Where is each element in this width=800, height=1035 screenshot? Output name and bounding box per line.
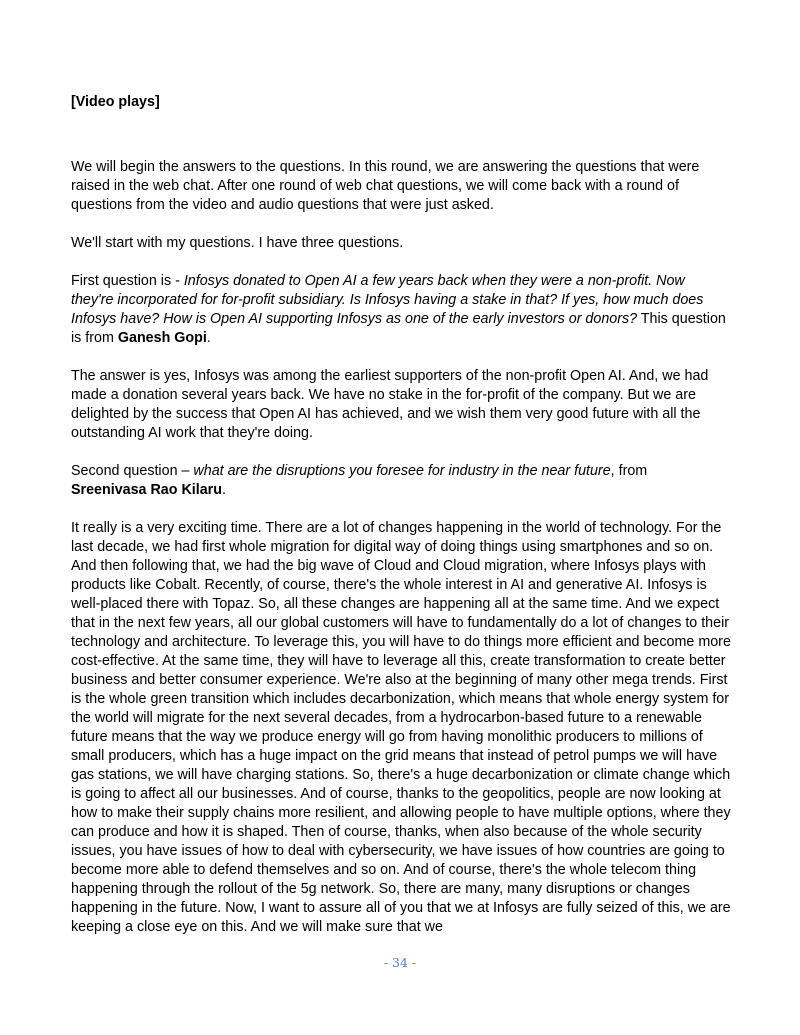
question-1-text: Infosys donated to Open AI a few years back when they were a non-profit. Now they're incorporated for for-profit subsidiary. Is Infosys having a stake in that? If yes, how much does Infosys have? How is Open AI supporting Infosys as one of the early investors or donors?: [71, 273, 704, 327]
spacer: [71, 112, 731, 158]
question-1-prefix: First question is -: [71, 273, 184, 289]
question-1-asker: Ganesh Gopi: [117, 330, 207, 346]
question-2-from: , from: [610, 463, 648, 479]
document-body: [71, 93, 731, 937]
answer-2-paragraph: It really is a very exciting time. There are a lot of changes happening in the world of technology. For the last decade, we had first whole migration for digital way of doing things using smartphones and so on. And then following that, we had the big wave of Cloud and Cloud migration, where Infosys plays with products like Cobalt. Recently, of course, there's the whole interest in AI and generative AI. Infosys is well-placed there with Topaz. So, all these changes are happening all at the same time. And we expect that in the next few years, all our global customers will have to fundamentally do a lot of changes to their technology and architecture. To leverage this, you will have to do things more efficient and become more cost-effective. At the same time, they will have to leverage all this, create transformation to create better business and better consumer experience. We're also at the beginning of many other mega trends. First is the whole green transition which includes decarbonization, which means that whole energy system for the world will migrate for the next several decades, from a hydrocarbon-based future to a renewable future means that the way we produce energy will go from having monolithic producers to millions of small producers, which has a huge impact on the grid means that instead of petrol pumps we will have gas stations, we will have charging stations. So, there's a huge decarbonization or climate change which is going to affect all our businesses. And of course, thanks to the geopolitics, people are now looking at how to make their supply chains more resilient, and allowing people to have multiple options, where they can produce and how it is shaped. Then of course, thanks, when also because of the whole security issues, you have issues of how to deal with cybersecurity, we have issues of how countries are going to become more able to defend themselves and so on. And of course, there's the whole telecom thing happening through the rollout of the 5g network. So, there are many, many disruptions or changes happening in the future. Now, I want to assure all of you that we at Infosys are fully seized of this, we are keeping a close eye on this. And we will make sure that we: [71, 520, 731, 935]
spacer: [71, 443, 731, 462]
spacer: [71, 253, 731, 272]
question-2-asker: Sreenivasa Rao Kilaru: [71, 482, 222, 498]
page-number: - 34 -: [383, 955, 417, 970]
question-1-from: This question is from: [71, 311, 726, 346]
question-1-paragraph: [71, 272, 731, 348]
spacer: [71, 500, 731, 519]
question-2-paragraph: [71, 462, 731, 500]
section-heading: [Video plays]: [71, 94, 160, 110]
question-2-prefix: Second question –: [71, 463, 194, 479]
spacer: [71, 215, 731, 234]
answer-1-paragraph: The answer is yes, Infosys was among the earliest supporters of the non-profit Open AI. And, we had made a donation several years back. We have no stake in the for-profit of the company. But we are delighted by the success that Open AI has achieved, and we wish them very good future with all the outstanding AI work that they're doing.: [71, 368, 709, 441]
intro-paragraph: We will begin the answers to the questions. In this round, we are answering the questions that were raised in the web chat. After one round of web chat questions, we will come back with a round of questions from the video and audio questions that were just asked.: [71, 159, 700, 213]
question-2-end: .: [221, 482, 226, 498]
question-1-end: .: [206, 330, 211, 346]
spacer: [71, 348, 731, 367]
question-2-text: what are the disruptions you foresee for industry in the near future: [193, 463, 611, 479]
start-paragraph: We'll start with my questions. I have three questions.: [71, 235, 404, 251]
